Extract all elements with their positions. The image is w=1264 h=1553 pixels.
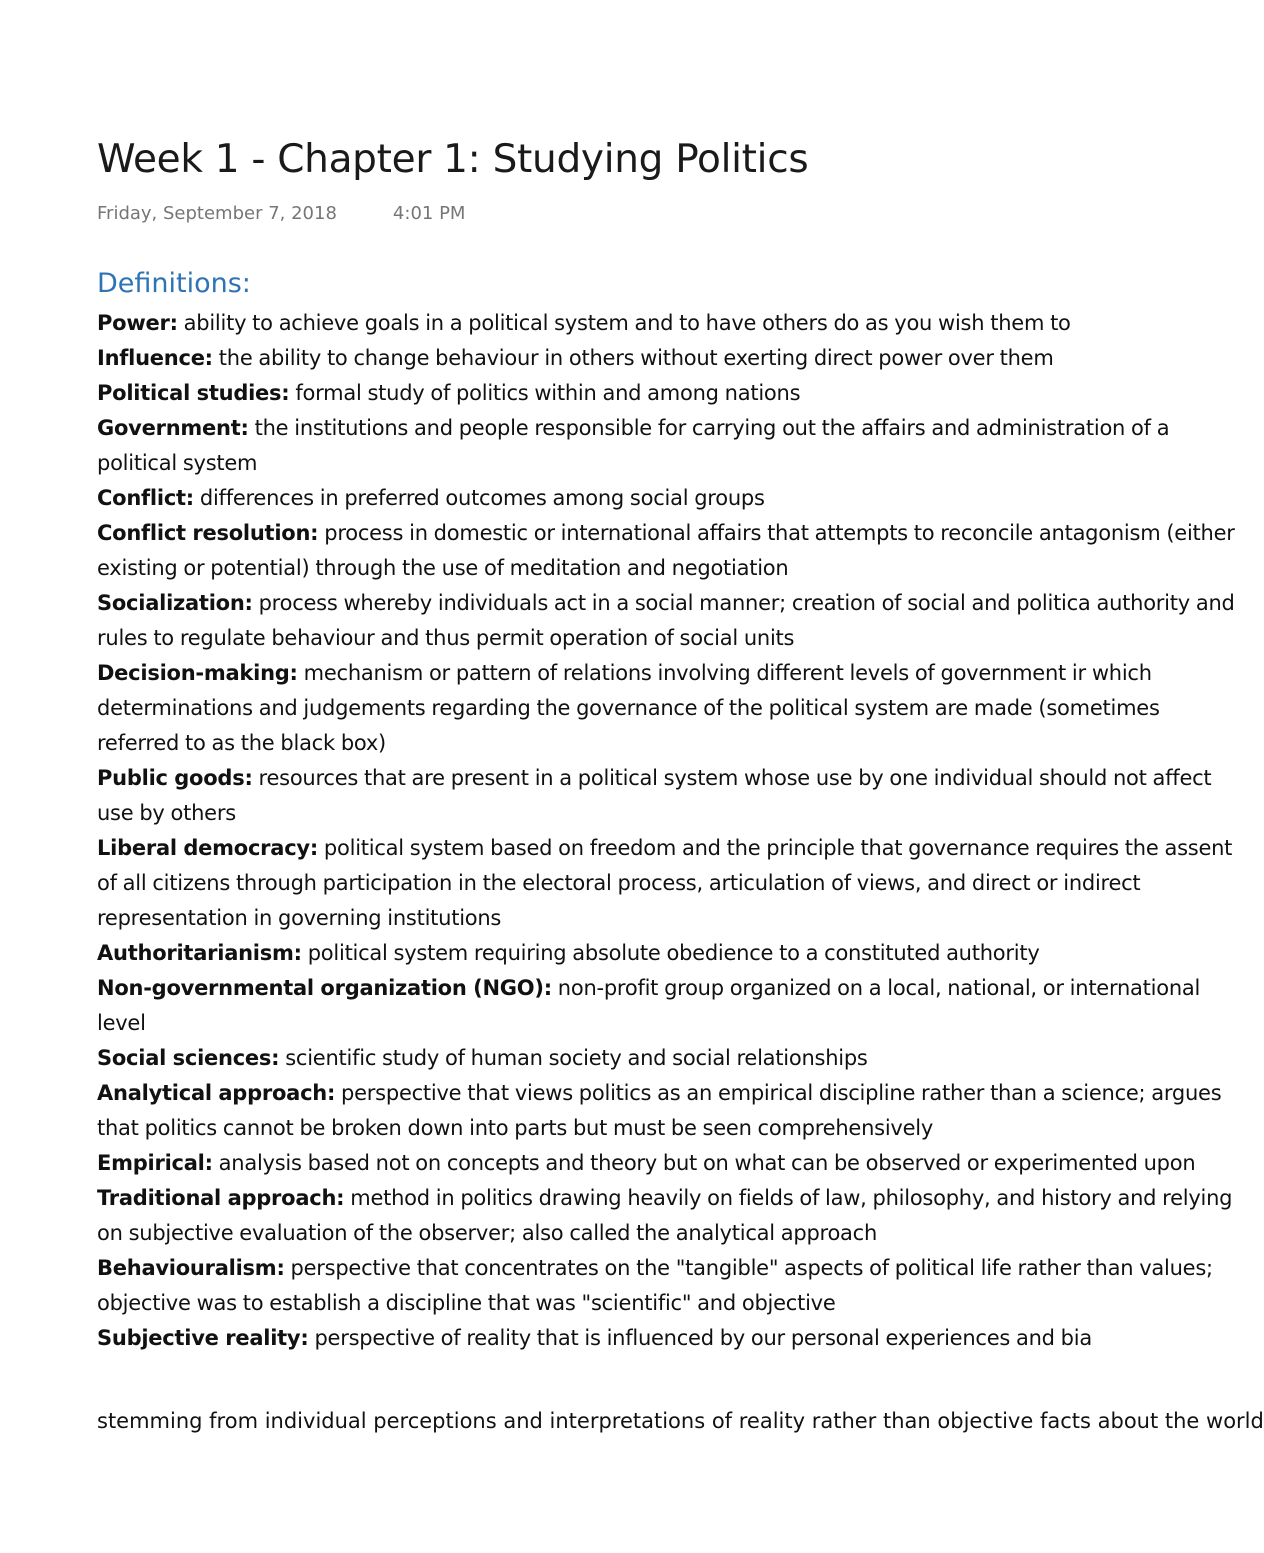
definition-item [97,971,1237,1041]
definition-text: perspective of reality that is influenced by our personal experiences and bia [308,1326,1092,1350]
note-timestamp [97,202,465,226]
definition-text: mechanism or pattern of relations involving different levels of government ir which determinations and judgements regarding the governance of the political system are made (sometimes referred to as the black box) [97,661,1160,755]
definition-text: resources that are present in a political system whose use by one individual should not affect use by others [97,766,1212,825]
definition-item [97,1181,1237,1251]
page-title: Week 1 - Chapter 1: Studying Politics [97,137,809,182]
definition-text: process in domestic or international affairs that attempts to reconcile antagonism (either existing or potential) through the use of meditation and negotiation [97,521,1235,580]
definition-term: Non-governmental organization (NGO): [97,976,552,1000]
definition-item [97,1146,1237,1181]
definition-term: Conflict: [97,486,194,510]
definition-term: Decision-making: [97,661,298,685]
definition-text: ability to achieve goals in a political system and to have others do as you wish them to [177,311,1071,335]
definition-term: Analytical approach: [97,1081,336,1105]
definition-text: process whereby individuals act in a social manner; creation of social and politica authority and rules to regulate behaviour and thus permit operation of social units [97,591,1235,650]
definition-text: non-profit group organized on a local, national, or international level [97,976,1201,1035]
definition-item [97,376,1237,411]
definition-item [97,411,1237,481]
definition-term: Power: [97,311,178,335]
definition-text: the institutions and people responsible for carrying out the affairs and administration of a political system [97,416,1170,475]
definition-item [97,306,1237,341]
definition-text: differences in preferred outcomes among social groups [193,486,765,510]
definitions-list [97,306,1237,1356]
section-heading-definitions: Definitions: [97,268,251,299]
definition-item [97,1076,1237,1146]
definition-text: formal study of politics within and among nations [289,381,801,405]
definition-text: political system requiring absolute obedience to a constituted authority [301,941,1040,965]
definition-item [97,481,1237,516]
definition-term: Conflict resolution: [97,521,319,545]
definition-text: political system based on freedom and the principle that governance requires the assent of all citizens through participation in the electoral process, articulation of views, and direct or indirect representation in governing institutions [97,836,1233,930]
definition-item [97,1041,1237,1076]
note-time: 4:01 PM [392,203,466,224]
definition-term: Authoritarianism: [97,941,302,965]
definition-item [97,1321,1237,1356]
definition-text: analysis based not on concepts and theory but on what can be observed or experimented upon [212,1151,1196,1175]
definition-term: Subjective reality: [97,1326,309,1350]
definition-term: Liberal democracy: [97,836,318,860]
definition-term: Public goods: [97,766,253,790]
definition-term: Political studies: [97,381,290,405]
definition-text: method in politics drawing heavily on fields of law, philosophy, and history and relying on subjective evaluation of the observer; also called the analytical approach [97,1186,1233,1245]
page-cut-off-line: stemming from individual perceptions and interpretations of reality rather than objective facts about the world [97,1409,1264,1433]
definition-item [97,341,1237,376]
definition-text: the ability to change behaviour in others without exerting direct power over them [212,346,1054,370]
note-date: Friday, September 7, 2018 [97,203,337,224]
definition-term: Influence: [97,346,213,370]
definition-item [97,761,1237,831]
definition-item [97,656,1237,761]
definition-term: Empirical: [97,1151,213,1175]
definition-text: scientific study of human society and social relationships [279,1046,868,1070]
definition-item [97,831,1237,936]
definition-item [97,936,1237,971]
definition-term: Socialization: [97,591,253,615]
definition-text: perspective that concentrates on the "tangible" aspects of political life rather than values; objective was to establish a discipline that was "scientific" and objective [97,1256,1213,1315]
definition-item [97,586,1237,656]
definition-term: Social sciences: [97,1046,280,1070]
definition-term: Traditional approach: [97,1186,345,1210]
definition-item [97,516,1237,586]
definition-term: Government: [97,416,249,440]
definition-term: Behaviouralism: [97,1256,285,1280]
definition-item [97,1251,1237,1321]
definition-text: perspective that views politics as an empirical discipline rather than a science; argues that politics cannot be broken down into parts but must be seen comprehensively [97,1081,1222,1140]
